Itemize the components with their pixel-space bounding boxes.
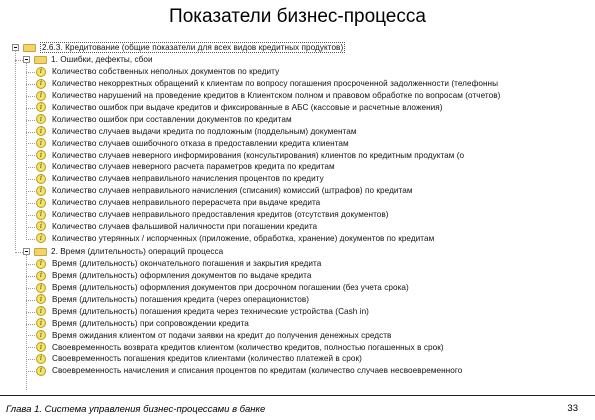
tree-node-root-label: 2.6.3. Кредитование (общие показатели для всех видов кредитных продуктов): [42, 43, 344, 53]
tree-node-group-time[interactable]: [23, 246, 223, 258]
tree-leaf-label: Количество утерянных / испорченных (приложение, обработка, хранение) документов по кредитам: [52, 233, 435, 243]
tree-leaf-indicator[interactable]: [36, 90, 500, 102]
tree-node-group-errors[interactable]: [23, 54, 153, 66]
info-icon: i: [36, 306, 46, 316]
tree-connector: [26, 371, 35, 372]
folder-icon: [34, 56, 47, 64]
tree-leaf-label: Количество случаев неверного расчета параметров кредита по кредитам: [52, 162, 335, 172]
tree-leaf-label: Время (длительность) погашения кредита через технические устройства (Cash in): [52, 306, 369, 316]
tree-node-group-errors-label: 1. Ошибки, дефекты, сбои: [51, 55, 153, 65]
tree-leaf-indicator[interactable]: [36, 306, 369, 318]
tree-connector: [26, 276, 35, 277]
info-icon: i: [36, 330, 46, 340]
tree-leaf-indicator[interactable]: [36, 258, 321, 270]
tree-leaf-label: Количество случаев неверного информирования (консультирования) клиентов по кредитным продуктам (о: [52, 150, 465, 160]
tree-connector: [26, 359, 35, 360]
tree-connector: [26, 239, 35, 240]
tree-connector: [26, 312, 35, 313]
info-icon: i: [36, 366, 46, 376]
info-icon: i: [36, 198, 46, 208]
tree-leaf-label: Количество случаев ошибочного отказа в предоставлении кредита клиентам: [52, 138, 349, 148]
tree-leaf-indicator[interactable]: [36, 233, 434, 245]
info-icon: i: [36, 126, 46, 136]
info-icon: i: [36, 174, 46, 184]
tree-connector: [26, 347, 35, 348]
tree-connector: [26, 300, 35, 301]
info-icon: i: [36, 79, 46, 89]
indicator-tree: [12, 42, 590, 390]
tree-leaf-indicator[interactable]: [36, 137, 349, 149]
tree-leaf-label: Количество случаев неправильного начисления процентов по кредиту: [52, 174, 324, 184]
tree-leaf-label: Время (длительность) погашения кредита (через операционистов): [52, 294, 310, 304]
info-icon: i: [36, 342, 46, 352]
tree-leaf-indicator[interactable]: [36, 102, 443, 114]
tree-connector: [26, 120, 35, 121]
tree-leaf-label: Количество нарушений на проведение кредитов в Клиентском полном и правовом обработке по вопросам (отчетов): [52, 91, 501, 101]
tree-connector: [26, 155, 35, 156]
tree-connector: [26, 191, 35, 192]
tree-leaf-indicator[interactable]: [36, 318, 249, 330]
tree-connector: [26, 324, 35, 325]
tree-leaf-label: Время (длительность) оформления документов по выдаче кредита: [52, 271, 312, 281]
info-icon: i: [36, 318, 46, 328]
tree-connector: [26, 72, 35, 73]
tree-connector: [26, 143, 35, 144]
tree-leaf-label: Количество ошибок при выдаче кредитов и фиксированные в АБС (кассовые и расчетные вложения): [52, 102, 443, 112]
tree-leaf-indicator[interactable]: [36, 78, 498, 90]
tree-leaf-label: Количество случаев выдачи кредита по подложным (поддельным) документам: [52, 126, 357, 136]
tree-leaf-indicator[interactable]: [36, 173, 324, 185]
tree-leaf-indicator[interactable]: [36, 282, 409, 294]
tree-connector: [15, 50, 16, 250]
tree-leaf-indicator[interactable]: [36, 221, 317, 233]
page-number: 33: [567, 403, 578, 414]
tree-leaf-indicator[interactable]: [36, 365, 462, 377]
tree-leaf-label: Время (длительность) окончательного погашения и закрытия кредита: [52, 259, 322, 269]
tree-connector: [26, 62, 27, 240]
tree-leaf-indicator[interactable]: [36, 161, 335, 173]
info-icon: i: [36, 271, 46, 281]
tree-connector: [26, 227, 35, 228]
tree-connector: [26, 203, 35, 204]
tree-node-group-time-label: 2. Время (длительность) операций процесса: [51, 247, 224, 257]
tree-connector: [26, 254, 27, 390]
info-icon: i: [36, 138, 46, 148]
tree-leaf-indicator[interactable]: [36, 66, 279, 78]
tree-leaf-label: Количество случаев неправильного перерасчета при выдаче кредита: [52, 198, 321, 208]
tree-connector: [15, 60, 23, 61]
tree-leaf-indicator[interactable]: [36, 114, 292, 126]
tree-leaf-indicator[interactable]: [36, 341, 444, 353]
tree-leaf-indicator[interactable]: [36, 185, 413, 197]
info-icon: i: [36, 210, 46, 220]
info-icon: i: [36, 67, 46, 77]
info-icon: i: [36, 221, 46, 231]
footer-divider: [0, 395, 595, 396]
tree-connector: [26, 108, 35, 109]
tree-leaf-indicator[interactable]: [36, 149, 464, 161]
info-icon: i: [36, 283, 46, 293]
folder-icon: [34, 248, 47, 256]
tree-leaf-indicator[interactable]: [36, 270, 311, 282]
chapter-footer: Глава 1. Система управления бизнес-процессами в банке: [6, 404, 266, 415]
tree-connector: [26, 96, 35, 97]
tree-leaf-label: Количество случаев неправильного предоставления кредитов (отсутствия документов): [52, 210, 389, 220]
tree-leaf-label: Своевременность возврата кредитов клиентом (количество кредитов, полностью погашенных в срок): [52, 342, 444, 352]
tree-leaf-label: Время ожидания клиентом от подачи заявки на кредит до получения денежных средств: [52, 330, 392, 340]
tree-leaf-label: Количество случаев неправильного начисления (списания) комиссий (штрафов) по кредитам: [52, 186, 413, 196]
tree-leaf-label: Своевременность погашения кредитов клиентами (количество платежей в срок): [52, 354, 362, 364]
tree-connector: [26, 264, 35, 265]
info-icon: i: [36, 102, 46, 112]
tree-connector: [26, 335, 35, 336]
info-icon: i: [36, 294, 46, 304]
tree-leaf-indicator[interactable]: [36, 126, 357, 138]
tree-leaf-indicator[interactable]: [36, 329, 391, 341]
tree-leaf-indicator[interactable]: [36, 353, 362, 365]
tree-leaf-label: Количество случаев фальшивой наличности при погашении кредита: [52, 221, 318, 231]
tree-leaf-label: Количество некорректных обращений к клиентам по вопросу погашения просроченной задолженности (телефонны: [52, 79, 499, 89]
tree-connector: [26, 84, 35, 85]
info-icon: i: [36, 186, 46, 196]
tree-leaf-label: Время (длительность) оформления документов при досрочном погашении (без учета срока): [52, 283, 409, 293]
tree-connector: [26, 132, 35, 133]
slide-title: Показатели бизнес-процесса: [169, 6, 426, 27]
info-icon: i: [36, 150, 46, 160]
tree-leaf-indicator[interactable]: [36, 294, 309, 306]
info-icon: i: [36, 162, 46, 172]
tree-leaf-label: Своевременность начисления и списания процентов по кредитам (количество случаев несвоевременного: [52, 366, 463, 376]
info-icon: i: [36, 91, 46, 101]
tree-leaf-label: Количество ошибок при составлении документов по кредитам: [52, 114, 292, 124]
tree-leaf-label: Количество собственных неполных документов по кредиту: [52, 67, 280, 77]
info-icon: i: [36, 114, 46, 124]
tree-leaf-label: Время (длительность) при сопровождении кредита: [52, 318, 249, 328]
tree-connector: [26, 167, 35, 168]
tree-connector: [26, 288, 35, 289]
tree-leaf-indicator[interactable]: [36, 209, 389, 221]
tree-connector: [26, 215, 35, 216]
folder-icon: [23, 44, 36, 52]
tree-connector: [15, 252, 23, 253]
tree-connector: [26, 179, 35, 180]
info-icon: i: [36, 259, 46, 269]
tree-leaf-indicator[interactable]: [36, 197, 320, 209]
info-icon: i: [36, 233, 46, 243]
info-icon: i: [36, 354, 46, 364]
tree-node-root[interactable]: [12, 42, 345, 54]
